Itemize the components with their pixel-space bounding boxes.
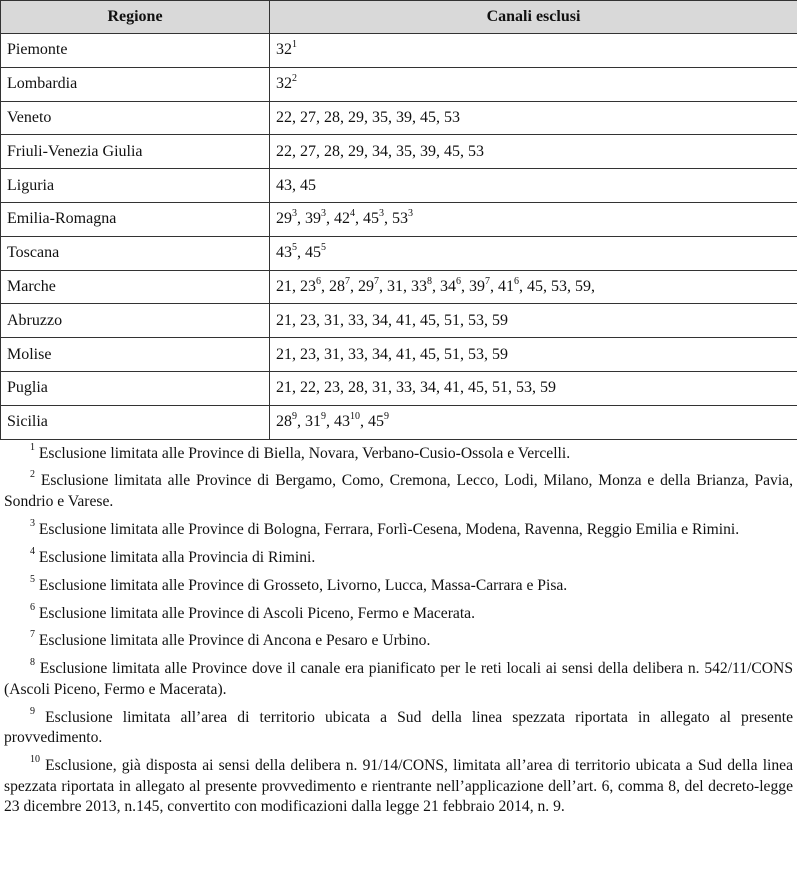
channel-text: 43, 45	[276, 176, 316, 194]
footnote-ref: 3	[321, 208, 326, 220]
channel-text: 29	[276, 210, 292, 228]
footnote-number: 5	[30, 573, 35, 585]
footnote-ref: 6	[456, 275, 461, 287]
footnote-text: Esclusione limitata alle Province di Ancona e Pesaro e Urbino.	[38, 632, 431, 650]
footnote-number: 9	[30, 705, 35, 717]
table-row	[1, 304, 797, 338]
region-cell: Lombardia	[1, 67, 270, 101]
header-channels: Canali esclusi	[270, 1, 797, 34]
footnote	[4, 545, 793, 569]
channel-text: 21, 22, 23, 28, 31, 33, 34, 41, 45, 51, 53, 59	[276, 379, 556, 397]
channels-cell	[270, 338, 797, 372]
footnote-number: 6	[30, 601, 35, 613]
footnote-ref: 6	[316, 275, 321, 287]
channel-text: , 42	[326, 210, 350, 228]
channels-cell	[270, 236, 797, 270]
footnote-number: 2	[30, 469, 35, 481]
channel-text: , 41	[490, 277, 514, 295]
channels-cell	[270, 270, 797, 304]
table-row	[1, 270, 797, 304]
region-cell: Abruzzo	[1, 304, 270, 338]
channels-cell	[270, 34, 797, 68]
footnote-text: Esclusione limitata all’area di territorio ubicata a Sud della linea spezzata riportata in allegato al presente provvedimento.	[4, 708, 793, 747]
footnote	[4, 471, 793, 512]
footnote-ref: 4	[350, 208, 355, 220]
footnote-ref: 3	[408, 208, 413, 220]
channel-text: 43	[276, 244, 292, 262]
channels-cell	[270, 304, 797, 338]
footnote-text: Esclusione limitata alle Province di Ascoli Piceno, Fermo e Macerata.	[38, 604, 475, 622]
footnote	[4, 631, 793, 652]
channel-text: , 28	[321, 277, 345, 295]
table-row	[1, 236, 797, 270]
table-body	[1, 34, 797, 440]
channel-text: 22, 27, 28, 29, 34, 35, 39, 45, 53	[276, 142, 484, 160]
channel-text: , 34	[432, 277, 456, 295]
footnote-number: 10	[30, 754, 40, 766]
channels-cell	[270, 202, 797, 236]
footnote-text: Esclusione limitata alla Provincia di Rimini.	[38, 548, 316, 566]
region-cell: Sicilia	[1, 405, 270, 439]
region-cell: Veneto	[1, 101, 270, 135]
footnotes	[0, 440, 797, 818]
footnote-ref: 1	[292, 39, 297, 51]
channel-text: , 45	[360, 413, 384, 431]
channel-text: , 53	[384, 210, 408, 228]
footnote	[4, 756, 793, 818]
region-cell: Liguria	[1, 169, 270, 203]
region-cell: Puglia	[1, 371, 270, 405]
channel-text: , 45, 53, 59,	[519, 277, 595, 295]
channels-cell	[270, 371, 797, 405]
channel-text: , 31, 33	[379, 277, 427, 295]
footnote-text: Esclusione limitata alle Province di Grosseto, Livorno, Lucca, Massa-Carrara e Pisa.	[38, 576, 568, 594]
channels-cell	[270, 67, 797, 101]
channel-text: , 29	[350, 277, 374, 295]
channel-text: 28	[276, 413, 292, 431]
footnote-ref: 5	[321, 242, 326, 254]
region-cell: Toscana	[1, 236, 270, 270]
footnote-number: 3	[30, 517, 35, 529]
footnote-number: 7	[30, 629, 35, 641]
channel-text: 21, 23, 31, 33, 34, 41, 45, 51, 53, 59	[276, 311, 508, 329]
footnote-number: 1	[30, 441, 35, 453]
channel-text: , 39	[297, 210, 321, 228]
footnote-ref: 9	[321, 411, 326, 423]
channels-cell	[270, 169, 797, 203]
footnote-ref: 7	[485, 275, 490, 287]
table-row	[1, 338, 797, 372]
channels-cell	[270, 101, 797, 135]
header-region: Regione	[1, 1, 270, 34]
footnote-ref: 7	[345, 275, 350, 287]
channel-text: , 45	[355, 210, 379, 228]
table-header-row	[1, 1, 797, 34]
channel-text: 22, 27, 28, 29, 35, 39, 45, 53	[276, 108, 460, 126]
table-row	[1, 67, 797, 101]
channel-text: 21, 23, 31, 33, 34, 41, 45, 51, 53, 59	[276, 345, 508, 363]
channel-text: , 45	[297, 244, 321, 262]
footnote-text: Esclusione limitata alle Province di Biella, Novara, Verbano-Cusio-Ossola e Vercelli.	[38, 444, 571, 462]
footnote-ref: 8	[427, 275, 432, 287]
footnote-text: Esclusione limitata alle Province dove il canale era pianificato per le reti locali ai sensi della delibera n. 542/11/CONS (Ascoli Piceno, Fermo e Macerata).	[4, 660, 793, 698]
table-row	[1, 101, 797, 135]
channel-text: 32	[276, 41, 292, 59]
footnote-text: Esclusione limitata alle Province di Bergamo, Como, Cremona, Lecco, Lodi, Milano, Monza e della Brianza, Pavia, Sondrio e Varese.	[4, 472, 793, 510]
region-cell: Marche	[1, 270, 270, 304]
footnote	[4, 659, 793, 700]
footnote-text: Esclusione limitata alle Province di Bologna, Ferrara, Forlì-Cesena, Modena, Ravenna, Reggio Emilia e Rimini.	[38, 520, 740, 538]
footnote-ref: 9	[292, 411, 297, 423]
region-cell: Piemonte	[1, 34, 270, 68]
footnote	[4, 601, 793, 625]
table-row	[1, 169, 797, 203]
footnote-ref: 6	[514, 275, 519, 287]
footnote	[4, 573, 793, 597]
footnote-ref: 3	[292, 208, 297, 220]
footnote-ref: 5	[292, 242, 297, 254]
region-cell: Molise	[1, 338, 270, 372]
footnote-ref: 10	[350, 411, 360, 423]
footnote-ref: 7	[374, 275, 379, 287]
footnote-ref: 9	[384, 411, 389, 423]
footnote-number: 8	[30, 657, 35, 669]
footnote-ref: 3	[379, 208, 384, 220]
footnote	[4, 705, 793, 749]
region-cell: Friuli-Venezia Giulia	[1, 135, 270, 169]
footnote-number: 4	[30, 545, 35, 557]
region-cell: Emilia-Romagna	[1, 202, 270, 236]
table-row	[1, 371, 797, 405]
footnote	[4, 441, 793, 465]
table-row	[1, 135, 797, 169]
table-row	[1, 34, 797, 68]
channel-text: , 31	[297, 413, 321, 431]
channel-text: 21, 23	[276, 277, 316, 295]
table-row	[1, 202, 797, 236]
channels-cell	[270, 135, 797, 169]
table-row	[1, 405, 797, 439]
channels-cell	[270, 405, 797, 439]
channel-text: 32	[276, 75, 292, 93]
channel-text: , 43	[326, 413, 350, 431]
channel-text: , 39	[461, 277, 485, 295]
footnote-ref: 2	[292, 73, 297, 85]
footnote	[4, 517, 793, 541]
footnote-text: Esclusione, già disposta ai sensi della delibera n. 91/14/CONS, limitata all’area di territorio ubicata a Sud della linea spezzata riportata in allegato al presente provvedimento e rientrante nell’applicazione dell’art. 6, comma 8, del decreto-legge 23 dicembre 2013, n.145, convertito con modificazioni dalla legge 21 febbraio 2014, n. 9.	[4, 757, 794, 816]
